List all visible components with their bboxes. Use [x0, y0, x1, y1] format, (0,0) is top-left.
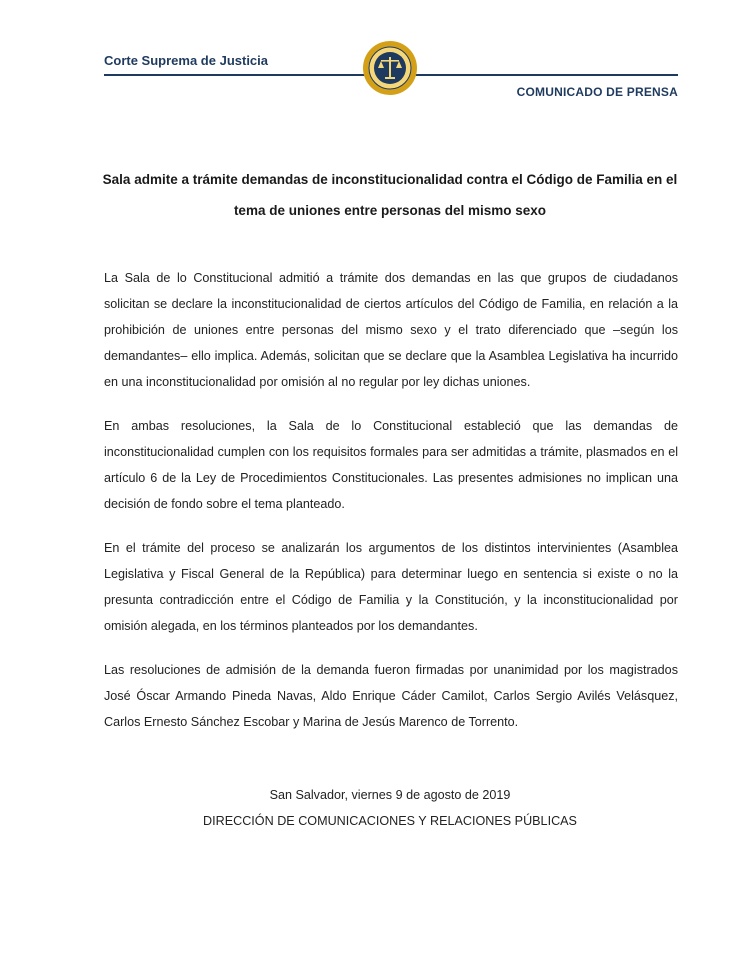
document-title: Sala admite a trámite demandas de inconstitucionalidad contra el Código de Familia en el tema de uniones entre personas del mismo sexo — [102, 172, 678, 218]
signature-block — [100, 782, 680, 834]
paragraph: La Sala de lo Constitucional admitió a trámite dos demandas en las que grupos de ciudadanos solicitan se declare la inconstitucionalidad de ciertos artículos del Código de Familia, en relación a la prohibición de uniones entre personas del mismo sexo y el trato diferenciado que –según los demandantes– ello implica. Además, solicitan que se declare que la Asamblea Legislativa ha incurrido en una inconstitucionalidad por omisión al no regular por ley dichas uniones. — [104, 271, 678, 389]
document-body — [104, 265, 678, 753]
paragraph: Las resoluciones de admisión de la demanda fueron firmadas por unanimidad por los magistrados José Óscar Armando Pineda Navas, Aldo Enrique Cáder Camilot, Carlos Sergio Avilés Velásquez, Carlos Ernesto Sánchez Escobar y Marina de Jesús Marenco de Torrento. — [104, 663, 678, 729]
letterhead — [0, 0, 742, 110]
paragraph: En ambas resoluciones, la Sala de lo Constitucional estableció que las demandas de inconstitucionalidad cumplen con los requisitos formales para ser admitidas a trámite, plasmados en el artículo 6 de la Ley de Procedimientos Constitucionales. Las presentes admisiones no implican una decisión de fondo sobre el tema planteado. — [104, 419, 678, 511]
court-seal-icon — [362, 40, 418, 96]
department-name: DIRECCIÓN DE COMUNICACIONES Y RELACIONES PÚBLICAS — [203, 814, 577, 828]
paragraph: En el trámite del proceso se analizarán los argumentos de los distintos intervinientes (Asamblea Legislativa y Fiscal General de la República) para determinar luego en sentencia si existe o no la presunta contradicción entre el Código de Familia y la Constitución, y la inconstitucionalidad por omisión alegada, en los términos planteados por los demandantes. — [104, 541, 678, 633]
place-date: San Salvador, viernes 9 de agosto de 2019 — [269, 788, 511, 802]
press-release-label: COMUNICADO DE PRENSA — [516, 85, 678, 99]
org-name: Corte Suprema de Justicia — [104, 53, 268, 68]
